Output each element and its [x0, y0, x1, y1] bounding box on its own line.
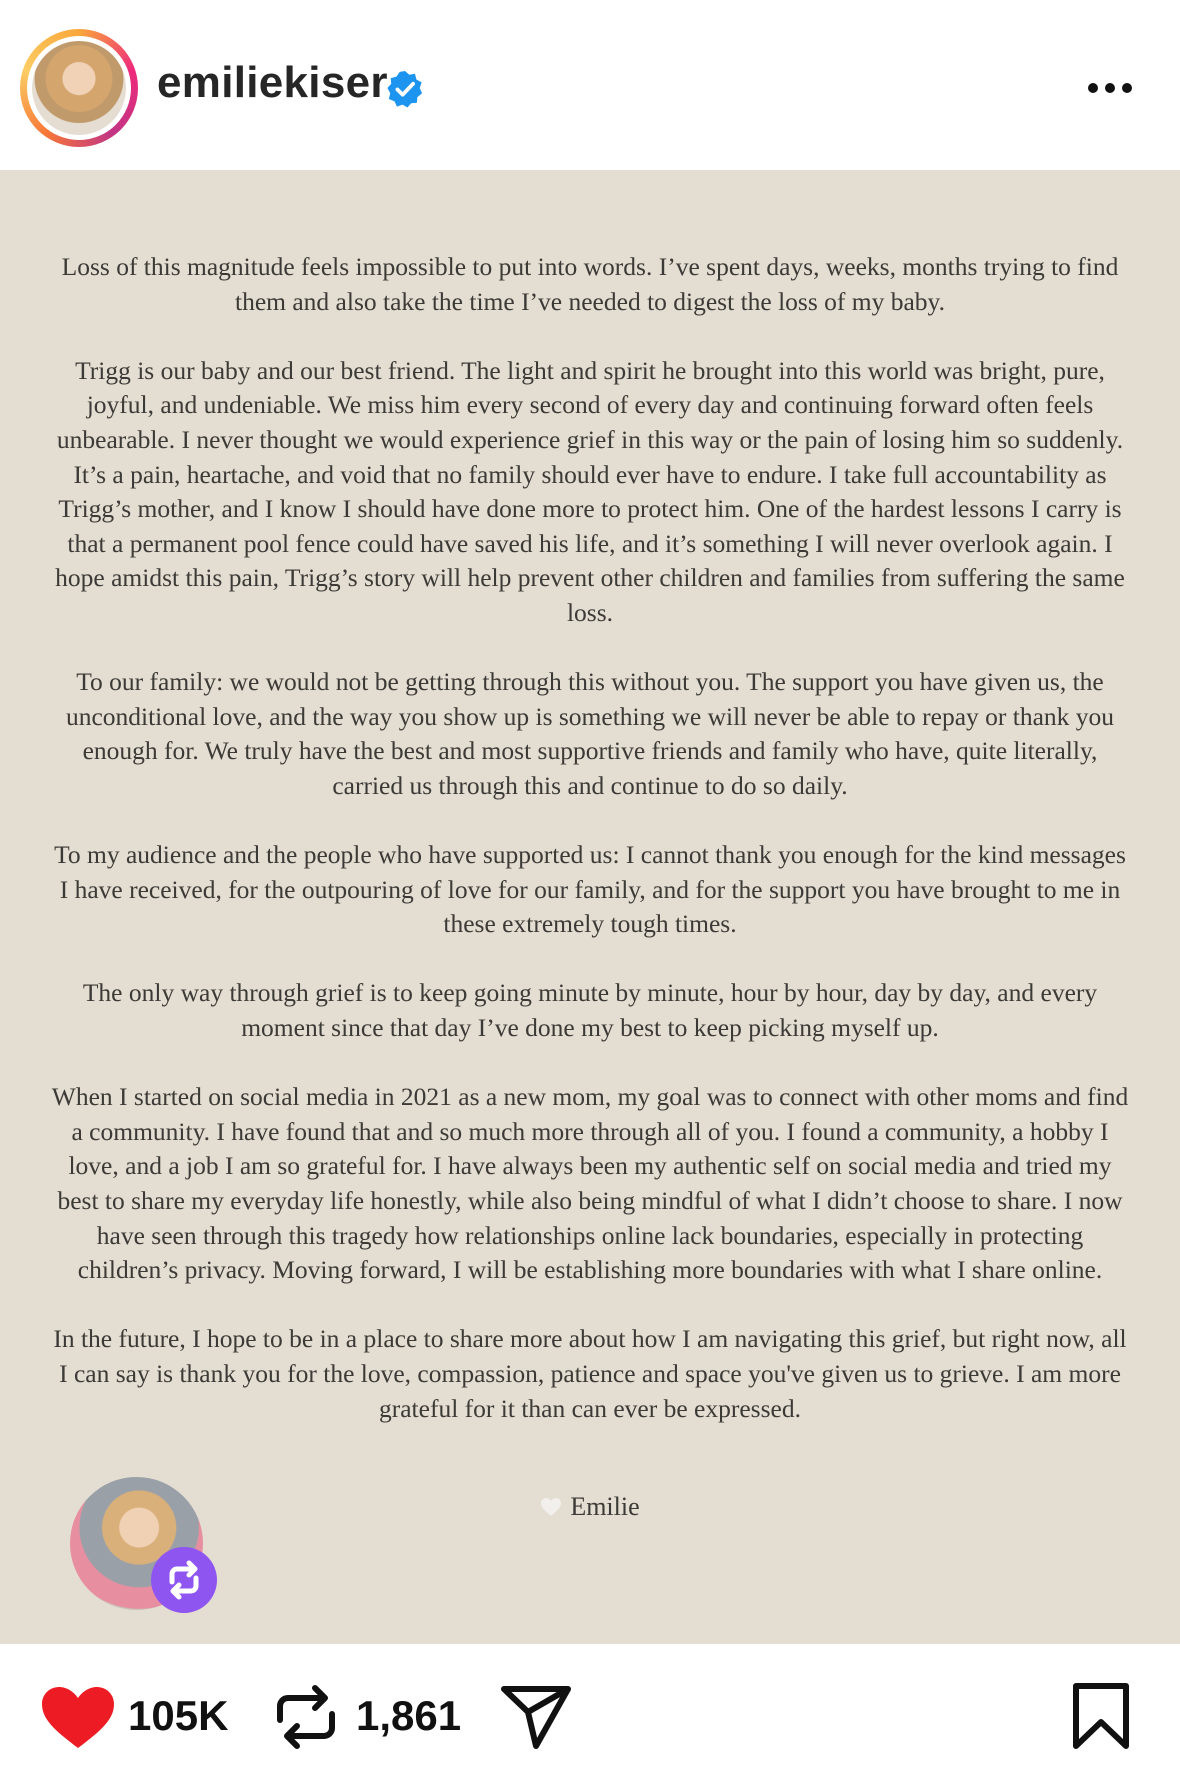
avatar[interactable]: [32, 41, 126, 135]
profile-avatar-story-ring[interactable]: [20, 29, 138, 147]
paragraph-6: When I started on social media in 2021 as a new mom, my goal was to connect with other moms and find a community. I have found that and so much more through all of you. I found a community, a hobby I love, and a job I am so grateful for. I have always been my authentic self on social media and tried my best to share my everyday life honestly, while also being mindful of what I didn’t choose to share. I now have seen through this tragedy how relationships online lack boundaries, especially in protecting children’s privacy. Moving forward, I will be establishing more boundaries with what I share online.: [51, 1082, 1129, 1285]
username[interactable]: emiliekiser: [157, 58, 388, 107]
post-image: [0, 170, 1180, 1644]
paragraph-2: Trigg is our baby and our best friend. The light and spirit he brought into this world was bright, pure, joyful, and undeniable. We miss him every second of every day and continuing forward often feels unbearable. I never thought we would experience grief in this way or the pain of losing him so suddenly. It’s a pain, heartache, and void that no family should ever have to endure. I take full accountability as Trigg’s mother, and I know I should have done more to protect him. One of the hardest lessons I carry is that a permanent pool fence could have saved his life, and it’s something I will never overlook again. I hope amidst this pain, Trigg’s story will help prevent other children and families from suffering the same loss.: [55, 355, 1125, 627]
post-actions-bar: [0, 1644, 1180, 1770]
paragraph-1: Loss of this magnitude feels impossible to put into words. I’ve spent days, weeks, months trying to find them and also take the time I’ve needed to digest the loss of my baby.: [61, 252, 1119, 316]
statement-text: [50, 250, 1130, 1461]
more-options-icon[interactable]: [1085, 68, 1135, 108]
signoff-name: Emilie: [570, 1492, 640, 1521]
paragraph-5: The only way through grief is to keep going minute by minute, hour by hour, day by day, and every moment since that day I’ve done my best to keep picking myself up.: [82, 978, 1098, 1043]
send-icon[interactable]: [500, 1684, 572, 1750]
heart-filled-icon[interactable]: [40, 1686, 116, 1750]
repost-badge-icon: [151, 1547, 217, 1613]
bookmark-icon[interactable]: [1072, 1682, 1130, 1750]
repost-badge: [151, 1547, 217, 1613]
post-header: [0, 0, 1180, 170]
paragraph-3: To our family: we would not be getting through this without you. The support you have given us, the unconditional love, and the way you show up is something we will never be able to repay or thank you enough for. We truly have the best and most supportive friends and family who have, quite literally, carried us through this and continue to do so daily.: [65, 667, 1115, 800]
repost-count[interactable]: 1,861: [356, 1692, 462, 1739]
verified-badge-icon: [386, 70, 424, 108]
white-heart-icon: [540, 1497, 562, 1517]
paragraph-4: To my audience and the people who have supported us: I cannot thank you enough for the kind messages I have received, for the outpouring of love for our family, and for the support you have brought to me in these extremely tough times.: [54, 840, 1126, 939]
paragraph-7: In the future, I hope to be in a place to share more about how I am navigating this grief, but right now, all I can say is thank you for the love, compassion, patience and space you've given us to grieve. I am more grateful for it than can ever be expressed.: [53, 1324, 1127, 1423]
repost-icon[interactable]: [275, 1684, 337, 1750]
like-count[interactable]: 105K: [128, 1692, 229, 1739]
